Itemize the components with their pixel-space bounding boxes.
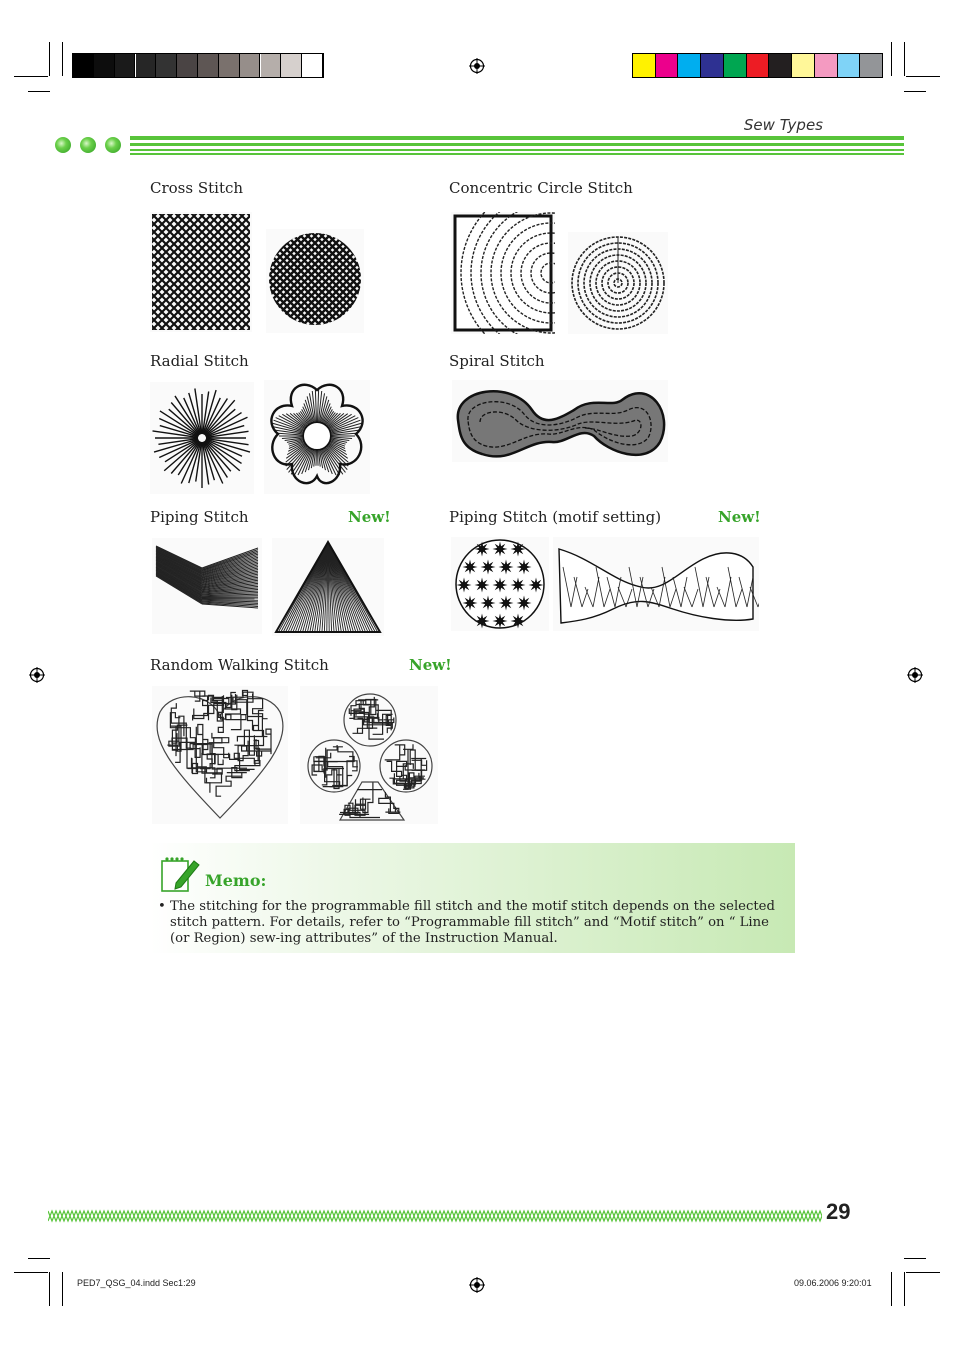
- piping-motif-circle-image: [451, 537, 549, 631]
- crop-mark: [28, 91, 50, 92]
- color-swatch: [860, 54, 883, 77]
- new-badge: New!: [409, 656, 452, 674]
- memo-pencil-icon: [160, 855, 200, 893]
- piping-stitch-label: Piping Stitch: [150, 508, 249, 526]
- new-badge: New!: [348, 508, 391, 526]
- registration-mark-icon: [29, 667, 45, 683]
- crop-mark: [904, 1272, 905, 1306]
- radial-circle-image: [150, 382, 254, 494]
- header-rule: [130, 149, 904, 151]
- color-swatch: [747, 54, 770, 77]
- color-calibration-bar: [632, 53, 883, 78]
- color-swatch: [724, 54, 747, 77]
- header-rule: [130, 153, 904, 155]
- radial-flower-image: [264, 380, 370, 494]
- color-swatch: [792, 54, 815, 77]
- piping-motif-stitch-label: Piping Stitch (motif setting): [449, 508, 662, 526]
- crop-mark: [14, 76, 48, 77]
- color-swatch: [240, 54, 261, 77]
- color-swatch: [701, 54, 724, 77]
- color-swatch: [838, 54, 861, 77]
- new-badge: New!: [718, 508, 761, 526]
- color-swatch: [115, 54, 136, 77]
- color-swatch: [633, 54, 656, 77]
- color-swatch: [156, 54, 177, 77]
- concentric-circle-stitch-label: Concentric Circle Stitch: [449, 179, 633, 197]
- crop-mark: [891, 1272, 892, 1306]
- piping-wave-image: [152, 538, 262, 634]
- color-swatch: [769, 54, 792, 77]
- green-dot-icon: [80, 137, 96, 153]
- spiral-stitch-image: [452, 380, 668, 462]
- crop-mark: [14, 1272, 48, 1273]
- header-rule: [130, 136, 904, 140]
- random-walking-club-image: [300, 686, 438, 824]
- concentric-circle-image: [568, 232, 668, 334]
- color-swatch: [73, 54, 94, 77]
- grayscale-calibration-bar: [72, 53, 324, 78]
- crop-mark: [904, 1258, 926, 1259]
- piping-triangle-image: [272, 538, 384, 636]
- crop-mark: [49, 42, 50, 76]
- random-walking-stitch-label: Random Walking Stitch: [150, 656, 329, 674]
- random-walking-heart-image: [152, 686, 288, 824]
- registration-mark-icon: [469, 1277, 485, 1293]
- crop-mark: [904, 91, 926, 92]
- spiral-stitch-label: Spiral Stitch: [449, 352, 545, 370]
- color-swatch: [136, 54, 157, 77]
- memo-title: Memo:: [205, 871, 267, 890]
- color-swatch: [302, 54, 323, 77]
- crop-mark: [891, 42, 892, 76]
- footer-zigzag-rule: [48, 1209, 822, 1223]
- green-dot-icon: [105, 137, 121, 153]
- color-swatch: [94, 54, 115, 77]
- crop-mark: [62, 1272, 63, 1306]
- cross-stitch-square-image: [150, 212, 252, 332]
- color-swatch: [219, 54, 240, 77]
- color-swatch: [656, 54, 679, 77]
- crop-mark: [904, 42, 905, 76]
- color-swatch: [261, 54, 282, 77]
- section-title: Sew Types: [743, 116, 823, 134]
- color-swatch: [678, 54, 701, 77]
- crop-mark: [906, 1272, 940, 1273]
- memo-bullet: •: [158, 899, 166, 914]
- crop-mark: [62, 42, 63, 76]
- cross-stitch-circle-image: [266, 229, 364, 333]
- memo-text: The stitching for the programmable fill stitch and the motif stitch depends on the selected stitch pattern. For details, refer to “Programmable fill stitch” and “Motif stitch” on “ Line (or Region) sew-ing attributes” of the Instruction Manual.: [170, 899, 775, 946]
- crop-mark: [28, 1258, 50, 1259]
- memo-body: [158, 899, 790, 947]
- color-swatch: [815, 54, 838, 77]
- file-info: PED7_QSG_04.indd Sec1:29: [77, 1278, 196, 1288]
- color-swatch: [281, 54, 302, 77]
- cross-stitch-label: Cross Stitch: [150, 179, 244, 197]
- timestamp: 09.06.2006 9:20:01: [794, 1278, 872, 1288]
- page-number: 29: [826, 1199, 851, 1224]
- concentric-square-image: [451, 212, 555, 334]
- registration-mark-icon: [469, 58, 485, 74]
- color-swatch: [177, 54, 198, 77]
- piping-motif-wave-image: [553, 537, 759, 631]
- radial-stitch-label: Radial Stitch: [150, 352, 249, 370]
- crop-mark: [906, 76, 940, 77]
- crop-mark: [49, 1272, 50, 1306]
- memo-box: [150, 843, 795, 953]
- green-dot-icon: [55, 137, 71, 153]
- color-swatch: [198, 54, 219, 77]
- registration-mark-icon: [907, 667, 923, 683]
- header-rule: [130, 143, 904, 146]
